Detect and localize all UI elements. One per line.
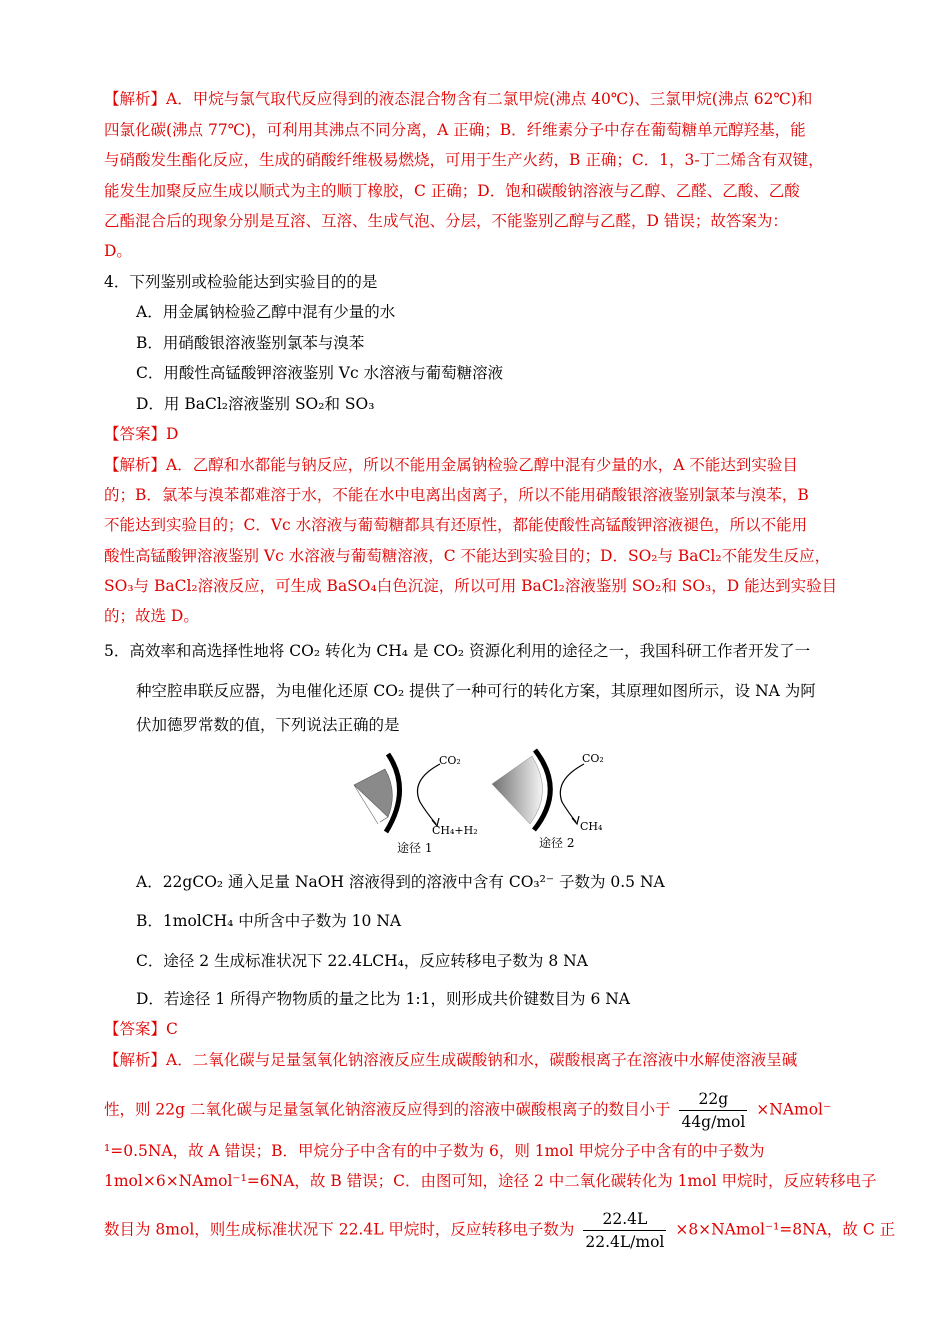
fraction-numerator: 22g: [679, 1088, 747, 1111]
q4-option-d: D．用 BaCl₂溶液鉴别 SO₂和 SO₃: [136, 395, 375, 413]
q5-analysis-line-5-text: 数目为 8mol，则生成标准状况下 22.4L 甲烷时，反应转移电子数为: [104, 1220, 575, 1239]
q5-answer: 【答案】C: [104, 1020, 178, 1038]
q5-option-b: B．1molCH₄ 中所含中子数为 10 NA: [136, 912, 402, 930]
q5-analysis-line-4: 1mol×6×NAmol⁻¹=6NA，故 B 错误；C．由图可知，途径 2 中二氧化碳转化为 1mol 甲烷时，反应转移电子: [104, 1172, 877, 1190]
q5-stem-line-3: 伏加德罗常数的值，下列说法正确的是: [136, 716, 400, 734]
q5-option-d: D．若途径 1 所得产物物质的量之比为 1:1，则形成共价键数目为 6 NA: [136, 990, 630, 1008]
q3-analysis-line-3: 与硝酸发生酯化反应，生成的硝酸纤维极易燃烧，可用于生产火药，B 正确；C．1，3-丁二烯含有双键，: [104, 151, 824, 169]
pathway-2-product: CH₄: [580, 820, 603, 833]
q5-analysis-line-3: ¹=0.5NA，故 A 错误；B．甲烷分子中含有的中子数为 6，则 1mol 甲烷分子中含有的中子数为: [104, 1142, 765, 1160]
q4-analysis-line-6: 的；故选 D。: [104, 607, 199, 625]
pathway-1-product: CH₄+H₂: [432, 824, 478, 837]
q3-analysis-line-6: D。: [104, 242, 132, 260]
fraction-22g-over-molar-mass: [679, 1088, 747, 1133]
q5-stem-line-1: 5．高效率和高选择性地将 CO₂ 转化为 CH₄ 是 CO₂ 资源化利用的途径之一，我国科研工作者开发了一: [104, 642, 811, 660]
q3-analysis-line-4: 能发生加聚反应生成以顺式为主的顺丁橡胶，C 正确；D．饱和碳酸钠溶液与乙醇、乙醛、乙酸、乙酸: [104, 182, 800, 200]
q5-analysis-line-5: [104, 1208, 895, 1253]
fraction-denominator: 44g/mol: [681, 1113, 746, 1131]
q5-analysis-line-1: 【解析】A．二氧化碳与足量氢氧化钠溶液反应生成碳酸钠和水，碳酸根离子在溶液中水解使溶液呈碱: [104, 1051, 798, 1069]
pathway-1-label: 途径 1: [397, 841, 433, 855]
q5-analysis-line-5-tail: ×8×NAmol⁻¹=8NA，故 C 正: [675, 1220, 896, 1239]
q5-stem-line-2: 种空腔串联反应器，为电催化还原 CO₂ 提供了一种可行的转化方案，其原理如图所示，设 NA 为阿: [136, 682, 816, 700]
fraction-numerator: 22.4L: [583, 1208, 666, 1231]
q4-analysis-line-5: SO₃与 BaCl₂溶液反应，可生成 BaSO₄白色沉淀，所以可用 BaCl₂溶液鉴别 SO₂和 SO₃，D 能达到实验目: [104, 577, 838, 595]
q4-stem: 4．下列鉴别或检验能达到实验目的的是: [104, 273, 378, 291]
pathway-2-label: 途径 2: [539, 836, 575, 850]
q5-analysis-line-2-tail: ×NAmol⁻: [756, 1100, 832, 1119]
q4-analysis-line-1: 【解析】A．乙醇和水都能与钠反应，所以不能用金属钠检验乙醇中混有少量的水，A 不能达到实验目: [104, 456, 798, 474]
q4-analysis-line-4: 酸性高锰酸钾溶液鉴别 Vc 水溶液与葡萄糖溶液，C 不能达到实验目的；D．SO₂与 BaCl₂不能发生反应，: [104, 547, 831, 565]
q4-option-b: B．用硝酸银溶液鉴别氯苯与溴苯: [136, 334, 365, 352]
q4-option-a: A．用金属钠检验乙醇中混有少量的水: [136, 303, 396, 321]
q4-option-c: C．用酸性高锰酸钾溶液鉴别 Vc 水溶液与葡萄糖溶液: [136, 364, 504, 382]
q5-option-c: C．途径 2 生成标准状况下 22.4LCH₄，反应转移电子数为 8 NA: [136, 952, 588, 970]
reaction-pathway-figure: [340, 742, 630, 857]
pathway-2-reactant: CO₂: [582, 752, 604, 765]
pathway-2-diagram: [492, 750, 604, 850]
q3-analysis-line-1: 【解析】A．甲烷与氯气取代反应得到的液态混合物含有二氯甲烷(沸点 40℃)、三氯甲烷(沸点 62℃)和: [104, 90, 813, 108]
fraction-denominator: 22.4L/mol: [585, 1233, 665, 1251]
fraction-volume-over-molar-volume: [583, 1208, 666, 1253]
q5-option-a: A．22gCO₂ 通入足量 NaOH 溶液得到的溶液中含有 CO₃²⁻ 子数为 0.5 NA: [136, 873, 665, 891]
q4-answer: 【答案】D: [104, 425, 179, 443]
q5-analysis-line-2: [104, 1088, 831, 1133]
q4-analysis-line-3: 不能达到实验目的；C．Vc 水溶液与葡萄糖都具有还原性，都能使酸性高锰酸钾溶液褪色，所以不能用: [104, 516, 808, 534]
pathway-1-diagram: [354, 754, 478, 855]
q3-analysis-line-5: 乙酯混合后的现象分别是互溶、互溶、生成气泡、分层，不能鉴别乙醇与乙醛，D 错误；故答案为：: [104, 212, 788, 230]
q3-analysis-line-2: 四氯化碳(沸点 77℃)，可利用其沸点不同分离，A 正确；B．纤维素分子中存在葡萄糖单元醇羟基，能: [104, 121, 806, 139]
pathway-1-reactant: CO₂: [439, 754, 461, 767]
q4-analysis-line-2: 的；B．氯苯与溴苯都难溶于水，不能在水中电离出卤离子，所以不能用硝酸银溶液鉴别氯苯与溴苯，B: [104, 486, 809, 504]
q5-analysis-line-2-text: 性，则 22g 二氧化碳与足量氢氧化钠溶液反应得到的溶液中碳酸根离子的数目小于: [104, 1100, 671, 1119]
